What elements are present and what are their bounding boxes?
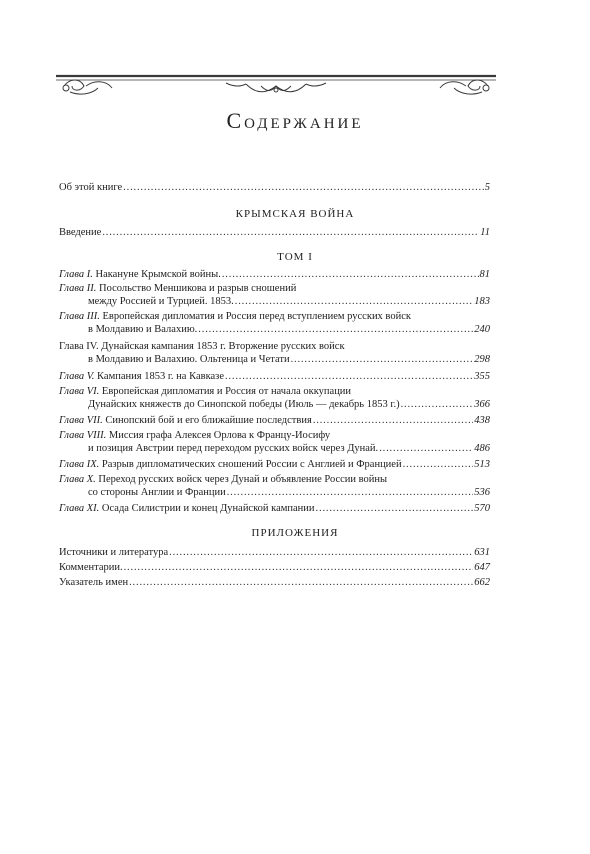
- toc-chapter-5[interactable]: [59, 370, 490, 383]
- leader-dots: [235, 295, 474, 308]
- toc-chapter-2[interactable]: [59, 282, 490, 308]
- chapter-title: Накануне Крымской войны.: [95, 269, 221, 280]
- toc-chapter-4[interactable]: [59, 340, 490, 366]
- leader-dots: [124, 561, 474, 574]
- toc-page-number: 486: [474, 443, 490, 454]
- section-heading-volume: ТОМ I: [277, 251, 313, 263]
- leader-dots: [225, 370, 473, 383]
- chapter-label: Глава VI.: [59, 386, 100, 397]
- toc-entry-text: Указатель имен: [59, 577, 129, 588]
- toc-page-number: 513: [474, 459, 490, 470]
- chapter-title: Синопский бой и его ближайшие последствия: [105, 415, 312, 426]
- toc-entry-text: Источники и литература: [59, 547, 169, 558]
- toc-entry-about[interactable]: [59, 181, 490, 194]
- chapter-title: Кампания 1853 г. на Кавказе: [97, 371, 224, 382]
- chapter-label: Глава VIII.: [59, 430, 107, 441]
- toc-page-number: 355: [474, 371, 490, 382]
- chapter-title: Переход русских войск через Дунай и объявление России войны: [98, 474, 388, 485]
- toc-entry-text: Комментарии.: [59, 562, 123, 573]
- leader-dots: [222, 268, 479, 281]
- toc-page-number: 298: [474, 354, 490, 365]
- chapter-title-cont: со стороны Англии и Франции: [88, 487, 226, 498]
- section-heading-war: КРЫМСКАЯ ВОЙНА: [235, 208, 355, 220]
- chapter-title-cont: в Молдавию и Валахию. Ольтеница и Четати: [88, 354, 290, 365]
- chapter-title: Европейская дипломатия и Россия перед вступлением русских войск: [102, 311, 411, 322]
- chapter-title: Дунайская кампания 1853 г. Вторжение русских войск: [101, 341, 345, 352]
- toc-page-number: 183: [474, 296, 490, 307]
- toc-page-number: 647: [474, 562, 490, 573]
- section-heading-appendix: ПРИЛОЖЕНИЯ: [251, 527, 339, 539]
- chapter-title: Посольство Меншикова и разрыв сношений: [98, 283, 297, 294]
- toc-page-number: 366: [474, 399, 490, 410]
- leader-dots: [316, 502, 474, 515]
- toc-appendix-sources[interactable]: [59, 546, 490, 559]
- page-title: Содержание: [226, 108, 364, 133]
- chapter-title: Миссия графа Алексея Орлова к Францу-Иосифу: [108, 430, 331, 441]
- toc-chapter-7[interactable]: [59, 414, 490, 427]
- header-ornament-icon: [56, 64, 496, 100]
- chapter-label: Глава IX.: [59, 459, 100, 470]
- chapter-label: Глава VII.: [59, 415, 103, 426]
- toc-chapter-9[interactable]: [59, 458, 490, 471]
- leader-dots: [291, 353, 474, 366]
- toc-appendix-index[interactable]: [59, 576, 490, 589]
- toc-page-number: 5: [484, 182, 490, 193]
- toc-chapter-6[interactable]: [59, 385, 490, 411]
- chapter-label: Глава II.: [59, 283, 97, 294]
- chapter-label: Глава X.: [59, 474, 96, 485]
- toc-page-number: 240: [474, 324, 490, 335]
- toc-page-number: 81: [479, 269, 490, 280]
- chapter-label: Глава IV.: [59, 341, 99, 352]
- chapter-title: Осада Силистрии и конец Дунайской кампании: [101, 503, 315, 514]
- leader-dots: [102, 226, 479, 239]
- leader-dots: [169, 546, 473, 559]
- toc-page-number: 11: [480, 227, 490, 238]
- chapter-label: Глава I.: [59, 269, 93, 280]
- toc-chapter-11[interactable]: [59, 502, 490, 515]
- chapter-label: Глава V.: [59, 371, 95, 382]
- toc-chapter-8[interactable]: [59, 429, 490, 455]
- toc-entry-intro[interactable]: [59, 226, 490, 239]
- toc-appendix-comments[interactable]: [59, 561, 490, 574]
- leader-dots: [313, 414, 473, 427]
- leader-dots: [198, 323, 473, 336]
- leader-dots: [227, 486, 474, 499]
- chapter-title: Разрыв дипломатических сношений России с Англией и Францией: [101, 459, 402, 470]
- chapter-title-cont: в Молдавию и Валахию.: [88, 324, 198, 335]
- leader-dots: [129, 576, 473, 589]
- chapter-label: Глава XI.: [59, 503, 100, 514]
- chapter-title-cont: и позиция Австрии перед переходом русских войск через Дунай.: [88, 443, 379, 454]
- leader-dots: [123, 181, 484, 194]
- toc-page-number: 536: [474, 487, 490, 498]
- toc-entry-text: Об этой книге: [59, 182, 123, 193]
- toc-chapter-3[interactable]: [59, 310, 490, 336]
- toc-page-number: 570: [474, 503, 490, 514]
- toc-page-number: 438: [474, 415, 490, 426]
- leader-dots: [401, 398, 474, 411]
- leader-dots: [379, 442, 473, 455]
- leader-dots: [403, 458, 474, 471]
- chapter-label: Глава III.: [59, 311, 100, 322]
- chapter-title-cont: Дунайских княжеств до Синопской победы (Июль — декабрь 1853 г.): [88, 399, 400, 410]
- toc-chapter-10[interactable]: [59, 473, 490, 499]
- chapter-title: Европейская дипломатия и Россия от начала оккупации: [101, 386, 352, 397]
- chapter-title-cont: между Россией и Турцией. 1853.: [88, 296, 234, 307]
- toc-page-number: 662: [474, 577, 490, 588]
- toc-chapter-1[interactable]: [59, 268, 490, 281]
- toc-entry-text: Введение: [59, 227, 102, 238]
- toc-page-number: 631: [474, 547, 490, 558]
